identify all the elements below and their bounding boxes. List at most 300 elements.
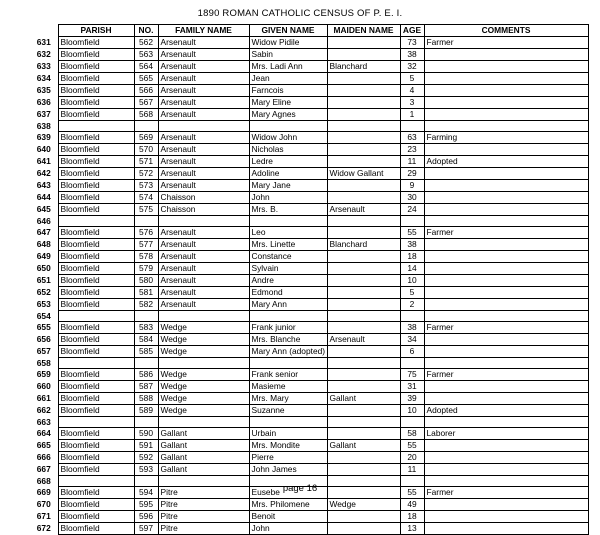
parish-cell: Bloomfield xyxy=(58,251,134,263)
age-cell: 24 xyxy=(400,204,424,216)
parish-cell: Bloomfield xyxy=(58,346,134,358)
given-name-cell xyxy=(249,358,327,369)
household-number-cell: 575 xyxy=(134,204,158,216)
household-number-cell: 569 xyxy=(134,132,158,144)
row-number: 664 xyxy=(36,428,51,438)
family-name-cell xyxy=(158,358,249,369)
parish-cell xyxy=(58,358,134,369)
age-cell: 75 xyxy=(400,369,424,381)
household-number-cell: 589 xyxy=(134,405,158,417)
row-number: 632 xyxy=(36,49,51,59)
household-number-cell: 576 xyxy=(134,227,158,239)
parish-cell: Bloomfield xyxy=(58,180,134,192)
maiden-name-cell xyxy=(327,275,400,287)
given-name-cell: Mrs. Mary xyxy=(249,393,327,405)
household-number-cell: 592 xyxy=(134,452,158,464)
given-name-cell: Mrs. Blanche xyxy=(249,334,327,346)
family-name-cell: Pitre xyxy=(158,499,249,511)
header-age: AGE xyxy=(400,25,424,37)
household-number-cell: 586 xyxy=(134,369,158,381)
comments-cell xyxy=(424,381,588,393)
household-number-cell: 579 xyxy=(134,263,158,275)
table-row xyxy=(30,49,588,61)
maiden-name-cell xyxy=(327,97,400,109)
age-cell: 3 xyxy=(400,97,424,109)
age-cell: 13 xyxy=(400,523,424,535)
row-number: 667 xyxy=(36,464,51,474)
maiden-name-cell xyxy=(327,251,400,263)
comments-cell: Farmer xyxy=(424,369,588,381)
given-name-cell: Sylvain xyxy=(249,263,327,275)
age-cell: 38 xyxy=(400,49,424,61)
given-name-cell: Frank senior xyxy=(249,369,327,381)
table-row xyxy=(30,464,588,476)
given-name-cell: Edmond xyxy=(249,287,327,299)
row-number: 648 xyxy=(36,239,51,249)
table-row xyxy=(30,334,588,346)
parish-cell: Bloomfield xyxy=(58,227,134,239)
parish-cell: Bloomfield xyxy=(58,369,134,381)
row-number: 665 xyxy=(36,440,51,450)
comments-cell xyxy=(424,346,588,358)
parish-cell: Bloomfield xyxy=(58,428,134,440)
maiden-name-cell: Widow Gallant xyxy=(327,168,400,180)
parish-cell: Bloomfield xyxy=(58,499,134,511)
comments-cell xyxy=(424,499,588,511)
table-row xyxy=(30,417,588,428)
row-number: 652 xyxy=(36,287,51,297)
comments-cell xyxy=(424,216,588,227)
comments-cell xyxy=(424,299,588,311)
family-name-cell: Arsenault xyxy=(158,180,249,192)
age-cell: 55 xyxy=(400,440,424,452)
parish-cell: Bloomfield xyxy=(58,61,134,73)
given-name-cell: Andre xyxy=(249,275,327,287)
maiden-name-cell xyxy=(327,132,400,144)
family-name-cell: Gallant xyxy=(158,428,249,440)
given-name-cell: Masieme xyxy=(249,381,327,393)
given-name-cell: Mrs. Linette xyxy=(249,239,327,251)
comments-cell xyxy=(424,204,588,216)
household-number-cell: 591 xyxy=(134,440,158,452)
table-row xyxy=(30,346,588,358)
given-name-cell: Adoline xyxy=(249,168,327,180)
parish-cell: Bloomfield xyxy=(58,109,134,121)
parish-cell: Bloomfield xyxy=(58,322,134,334)
maiden-name-cell: Gallant xyxy=(327,440,400,452)
maiden-name-cell: Gallant xyxy=(327,393,400,405)
table-row xyxy=(30,393,588,405)
maiden-name-cell xyxy=(327,452,400,464)
household-number-cell: 565 xyxy=(134,73,158,85)
row-number: 669 xyxy=(36,487,51,497)
header-given-name: GIVEN NAME xyxy=(249,25,327,37)
age-cell xyxy=(400,311,424,322)
comments-cell xyxy=(424,334,588,346)
comments-cell xyxy=(424,121,588,132)
given-name-cell xyxy=(249,417,327,428)
header-parish: PARISH xyxy=(58,25,134,37)
row-number: 644 xyxy=(36,192,51,202)
age-cell: 38 xyxy=(400,322,424,334)
age-cell: 39 xyxy=(400,393,424,405)
row-number: 639 xyxy=(36,132,51,142)
given-name-cell: Ledre xyxy=(249,156,327,168)
household-number-cell: 596 xyxy=(134,511,158,523)
age-cell: 11 xyxy=(400,156,424,168)
household-number-cell: 582 xyxy=(134,299,158,311)
table-row xyxy=(30,499,588,511)
given-name-cell: Mary Ann (adopted) xyxy=(249,346,327,358)
given-name-cell: Frank junior xyxy=(249,322,327,334)
family-name-cell: Wedge xyxy=(158,346,249,358)
row-number: 643 xyxy=(36,180,51,190)
household-number-cell: 595 xyxy=(134,499,158,511)
given-name-cell: Mrs. Philomene xyxy=(249,499,327,511)
row-number: 640 xyxy=(36,144,51,154)
given-name-cell xyxy=(249,121,327,132)
table-row xyxy=(30,381,588,393)
table-row xyxy=(30,204,588,216)
household-number-cell: 585 xyxy=(134,346,158,358)
household-number-cell: 597 xyxy=(134,523,158,535)
comments-cell xyxy=(424,358,588,369)
row-number: 663 xyxy=(36,416,51,427)
comments-cell xyxy=(424,97,588,109)
maiden-name-cell xyxy=(327,287,400,299)
row-number: 655 xyxy=(36,322,51,332)
household-number-cell: 571 xyxy=(134,156,158,168)
comments-cell xyxy=(424,464,588,476)
row-number: 636 xyxy=(36,97,51,107)
row-number: 656 xyxy=(36,334,51,344)
comments-cell xyxy=(424,192,588,204)
family-name-cell: Arsenault xyxy=(158,227,249,239)
household-number-cell xyxy=(134,121,158,132)
parish-cell: Bloomfield xyxy=(58,73,134,85)
comments-cell: Farming xyxy=(424,132,588,144)
family-name-cell: Wedge xyxy=(158,369,249,381)
row-number: 670 xyxy=(36,499,51,509)
parish-cell: Bloomfield xyxy=(58,523,134,535)
comments-cell xyxy=(424,275,588,287)
table-row xyxy=(30,452,588,464)
parish-cell: Bloomfield xyxy=(58,440,134,452)
row-number: 661 xyxy=(36,393,51,403)
household-number-cell: 584 xyxy=(134,334,158,346)
maiden-name-cell xyxy=(327,369,400,381)
given-name-cell: Nicholas xyxy=(249,144,327,156)
parish-cell: Bloomfield xyxy=(58,381,134,393)
family-name-cell xyxy=(158,121,249,132)
family-name-cell: Chaisson xyxy=(158,192,249,204)
comments-cell xyxy=(424,511,588,523)
given-name-cell: Suzanne xyxy=(249,405,327,417)
household-number-cell: 572 xyxy=(134,168,158,180)
table-row xyxy=(30,428,588,440)
given-name-cell: Mary Eline xyxy=(249,97,327,109)
age-cell: 55 xyxy=(400,227,424,239)
maiden-name-cell xyxy=(327,192,400,204)
maiden-name-cell xyxy=(327,156,400,168)
age-cell: 34 xyxy=(400,334,424,346)
family-name-cell: Gallant xyxy=(158,452,249,464)
given-name-cell: John xyxy=(249,192,327,204)
table-row xyxy=(30,511,588,523)
row-number: 672 xyxy=(36,523,51,533)
parish-cell: Bloomfield xyxy=(58,97,134,109)
parish-cell: Bloomfield xyxy=(58,299,134,311)
age-cell: 11 xyxy=(400,464,424,476)
comments-cell: Adopted xyxy=(424,405,588,417)
table-row xyxy=(30,192,588,204)
given-name-cell: Eusebe xyxy=(249,487,327,499)
maiden-name-cell xyxy=(327,405,400,417)
parish-cell: Bloomfield xyxy=(58,37,134,49)
table-row xyxy=(30,322,588,334)
comments-cell: Adopted xyxy=(424,156,588,168)
comments-cell xyxy=(424,73,588,85)
age-cell: 5 xyxy=(400,287,424,299)
table-row xyxy=(30,358,588,369)
family-name-cell: Arsenault xyxy=(158,287,249,299)
comments-cell: Farmer xyxy=(424,37,588,49)
given-name-cell: Mrs. B. xyxy=(249,204,327,216)
maiden-name-cell xyxy=(327,216,400,227)
given-name-cell: John James xyxy=(249,464,327,476)
maiden-name-cell xyxy=(327,428,400,440)
age-cell: 5 xyxy=(400,73,424,85)
age-cell: 29 xyxy=(400,168,424,180)
parish-cell: Bloomfield xyxy=(58,168,134,180)
parish-cell xyxy=(58,121,134,132)
household-number-cell: 570 xyxy=(134,144,158,156)
household-number-cell xyxy=(134,417,158,428)
parish-cell: Bloomfield xyxy=(58,464,134,476)
row-number: 646 xyxy=(36,215,51,226)
household-number-cell: 580 xyxy=(134,275,158,287)
family-name-cell: Arsenault xyxy=(158,251,249,263)
comments-cell xyxy=(424,417,588,428)
comments-cell xyxy=(424,440,588,452)
parish-cell: Bloomfield xyxy=(58,49,134,61)
given-name-cell: Pierre xyxy=(249,452,327,464)
given-name-cell: Leo xyxy=(249,227,327,239)
age-cell: 38 xyxy=(400,239,424,251)
given-name-cell: Mrs. Ladi Ann xyxy=(249,61,327,73)
parish-cell: Bloomfield xyxy=(58,192,134,204)
row-number: 662 xyxy=(36,405,51,415)
table-row xyxy=(30,405,588,417)
parish-cell: Bloomfield xyxy=(58,287,134,299)
family-name-cell: Wedge xyxy=(158,381,249,393)
household-number-cell: 578 xyxy=(134,251,158,263)
household-number-cell: 568 xyxy=(134,109,158,121)
maiden-name-cell: Wedge xyxy=(327,499,400,511)
age-cell: 1 xyxy=(400,109,424,121)
parish-cell: Bloomfield xyxy=(58,156,134,168)
table-row xyxy=(30,440,588,452)
given-name-cell: Benoit xyxy=(249,511,327,523)
maiden-name-cell xyxy=(327,523,400,535)
table-row xyxy=(30,73,588,85)
page-number: page 16 xyxy=(282,483,318,494)
parish-cell xyxy=(58,216,134,227)
row-number: 647 xyxy=(36,227,51,237)
header-comments: COMMENTS xyxy=(424,25,588,37)
age-cell: 14 xyxy=(400,263,424,275)
row-number: 668 xyxy=(36,475,51,486)
comments-cell: Laborer xyxy=(424,428,588,440)
household-number-cell: 562 xyxy=(134,37,158,49)
age-cell: 18 xyxy=(400,511,424,523)
table-row xyxy=(30,121,588,132)
age-cell: 2 xyxy=(400,299,424,311)
header-row-number xyxy=(30,25,58,37)
age-cell: 55 xyxy=(400,487,424,499)
comments-cell xyxy=(424,311,588,322)
family-name-cell: Wedge xyxy=(158,322,249,334)
household-number-cell xyxy=(134,311,158,322)
given-name-cell: Mary Jane xyxy=(249,180,327,192)
age-cell: 58 xyxy=(400,428,424,440)
maiden-name-cell xyxy=(327,37,400,49)
family-name-cell: Pitre xyxy=(158,511,249,523)
family-name-cell: Gallant xyxy=(158,464,249,476)
comments-cell xyxy=(424,49,588,61)
row-number: 660 xyxy=(36,381,51,391)
maiden-name-cell: Arsenault xyxy=(327,204,400,216)
maiden-name-cell xyxy=(327,322,400,334)
table-row xyxy=(30,97,588,109)
maiden-name-cell xyxy=(327,85,400,97)
family-name-cell: Arsenault xyxy=(158,97,249,109)
comments-cell xyxy=(424,61,588,73)
table-row xyxy=(30,227,588,239)
page-title: 1890 ROMAN CATHOLIC CENSUS OF P. E. I. xyxy=(197,8,403,19)
age-cell: 4 xyxy=(400,85,424,97)
parish-cell: Bloomfield xyxy=(58,144,134,156)
age-cell: 63 xyxy=(400,132,424,144)
census-body xyxy=(30,37,588,535)
table-row xyxy=(30,239,588,251)
row-number: 658 xyxy=(36,357,51,368)
family-name-cell: Wedge xyxy=(158,393,249,405)
household-number-cell: 563 xyxy=(134,49,158,61)
household-number-cell: 583 xyxy=(134,322,158,334)
family-name-cell: Arsenault xyxy=(158,85,249,97)
age-cell: 10 xyxy=(400,405,424,417)
family-name-cell: Chaisson xyxy=(158,204,249,216)
parish-cell xyxy=(58,417,134,428)
comments-cell xyxy=(424,109,588,121)
row-number: 642 xyxy=(36,168,51,178)
household-number-cell xyxy=(134,216,158,227)
maiden-name-cell: Arsenault xyxy=(327,334,400,346)
row-number: 651 xyxy=(36,275,51,285)
row-number: 633 xyxy=(36,61,51,71)
maiden-name-cell xyxy=(327,227,400,239)
table-row xyxy=(30,109,588,121)
table-row xyxy=(30,275,588,287)
comments-cell xyxy=(424,168,588,180)
row-number: 641 xyxy=(36,156,51,166)
family-name-cell: Arsenault xyxy=(158,239,249,251)
given-name-cell: Jean xyxy=(249,73,327,85)
age-cell: 32 xyxy=(400,61,424,73)
maiden-name-cell xyxy=(327,417,400,428)
parish-cell xyxy=(58,311,134,322)
row-number: 649 xyxy=(36,251,51,261)
family-name-cell: Pitre xyxy=(158,487,249,499)
maiden-name-cell xyxy=(327,144,400,156)
given-name-cell: Mary Ann xyxy=(249,299,327,311)
family-name-cell: Arsenault xyxy=(158,49,249,61)
parish-cell: Bloomfield xyxy=(58,204,134,216)
family-name-cell: Arsenault xyxy=(158,109,249,121)
maiden-name-cell xyxy=(327,311,400,322)
family-name-cell: Arsenault xyxy=(158,299,249,311)
household-number-cell: 573 xyxy=(134,180,158,192)
table-row xyxy=(30,180,588,192)
parish-cell: Bloomfield xyxy=(58,275,134,287)
age-cell xyxy=(400,417,424,428)
parish-cell: Bloomfield xyxy=(58,405,134,417)
household-number-cell: 587 xyxy=(134,381,158,393)
table-row xyxy=(30,251,588,263)
comments-cell xyxy=(424,180,588,192)
parish-cell: Bloomfield xyxy=(58,334,134,346)
given-name-cell: Widow John xyxy=(249,132,327,144)
maiden-name-cell xyxy=(327,49,400,61)
family-name-cell xyxy=(158,216,249,227)
household-number-cell: 564 xyxy=(134,61,158,73)
family-name-cell: Arsenault xyxy=(158,275,249,287)
table-row xyxy=(30,263,588,275)
table-row xyxy=(30,216,588,227)
age-cell: 31 xyxy=(400,381,424,393)
parish-cell: Bloomfield xyxy=(58,239,134,251)
maiden-name-cell xyxy=(327,109,400,121)
row-number: 638 xyxy=(36,120,51,131)
family-name-cell: Wedge xyxy=(158,334,249,346)
household-number-cell: 566 xyxy=(134,85,158,97)
table-row xyxy=(30,37,588,49)
table-row xyxy=(30,287,588,299)
maiden-name-cell xyxy=(327,381,400,393)
row-number: 666 xyxy=(36,452,51,462)
household-number-cell: 577 xyxy=(134,239,158,251)
family-name-cell: Arsenault xyxy=(158,37,249,49)
age-cell xyxy=(400,216,424,227)
given-name-cell: Sabin xyxy=(249,49,327,61)
age-cell: 18 xyxy=(400,251,424,263)
family-name-cell: Arsenault xyxy=(158,156,249,168)
family-name-cell: Arsenault xyxy=(158,168,249,180)
household-number-cell: 594 xyxy=(134,487,158,499)
family-name-cell: Gallant xyxy=(158,440,249,452)
comments-cell xyxy=(424,523,588,535)
maiden-name-cell: Blanchard xyxy=(327,239,400,251)
given-name-cell: Widow Pidile xyxy=(249,37,327,49)
row-number: 671 xyxy=(36,511,51,521)
family-name-cell: Arsenault xyxy=(158,132,249,144)
maiden-name-cell xyxy=(327,464,400,476)
table-row xyxy=(30,132,588,144)
household-number-cell: 567 xyxy=(134,97,158,109)
family-name-cell: Arsenault xyxy=(158,61,249,73)
comments-cell xyxy=(424,263,588,275)
